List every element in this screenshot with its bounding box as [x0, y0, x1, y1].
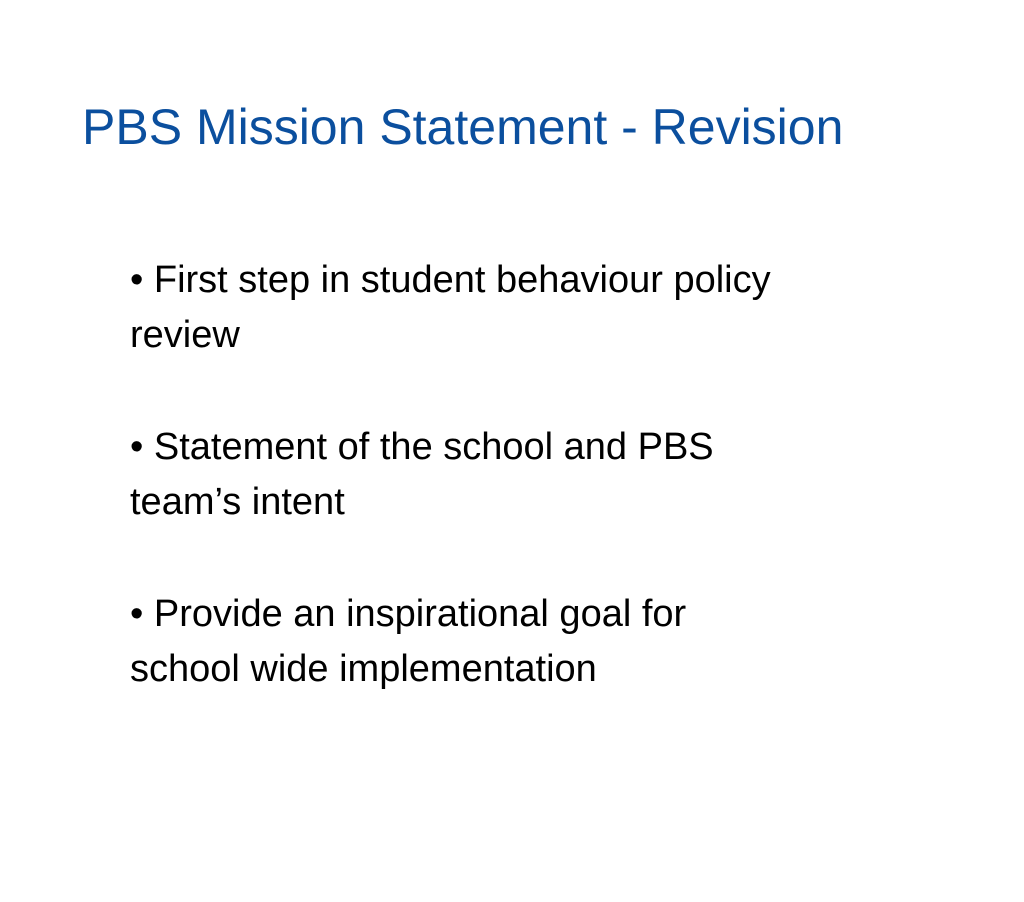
- bullet-item: [130, 420, 930, 530]
- slide-title: PBS Mission Statement - Revision: [82, 99, 844, 155]
- bullet-list: [130, 253, 930, 754]
- bullet-text-line: school wide implementation: [130, 648, 597, 690]
- bullet-text-line: review: [130, 314, 240, 356]
- bullet-text-line: • Statement of the school and PBS: [130, 426, 714, 468]
- bullet-item: [130, 253, 930, 363]
- bullet-text-line: • First step in student behaviour policy: [130, 259, 771, 301]
- bullet-item: [130, 587, 930, 697]
- bullet-text-line: team’s intent: [130, 481, 345, 523]
- bullet-text-line: • Provide an inspirational goal for: [130, 593, 687, 635]
